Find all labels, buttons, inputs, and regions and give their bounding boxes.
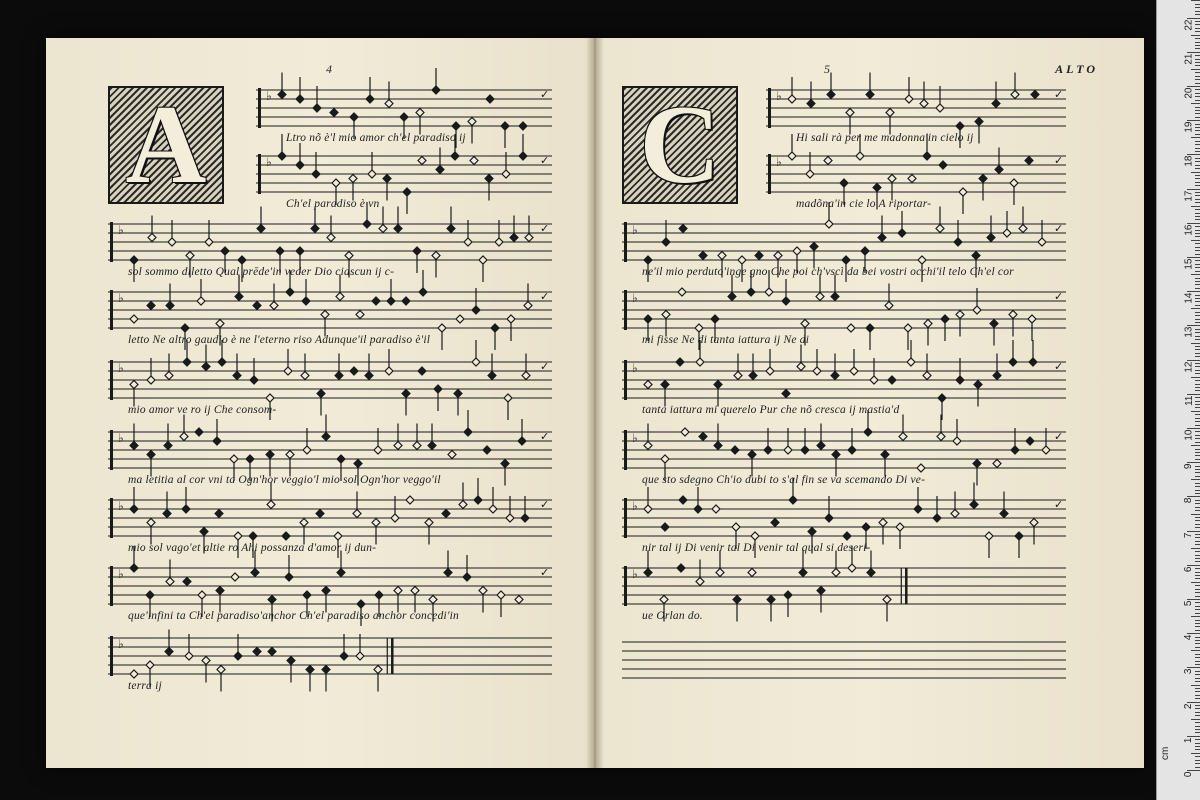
ruler-tick (1191, 137, 1200, 138)
svg-text:✓: ✓ (540, 430, 550, 443)
ruler-tick (1195, 107, 1200, 108)
lyric-line: mio amor ve ro ij Che consom- (128, 404, 277, 416)
ruler-number: 17 (1183, 190, 1195, 202)
ruler-tick (1195, 267, 1200, 268)
ruler-tick (1195, 722, 1200, 723)
ruler-tick (1191, 308, 1200, 309)
ruler-tick (1195, 329, 1200, 330)
ruler-tick (1195, 168, 1200, 169)
ruler-tick (1195, 278, 1200, 279)
ruler-tick (1195, 322, 1200, 323)
ruler-tick (1195, 373, 1200, 374)
ruler-tick (1195, 472, 1200, 473)
ruler-tick (1195, 486, 1200, 487)
ruler-tick (1187, 360, 1200, 361)
ruler-tick (1195, 213, 1200, 214)
ruler-tick (1195, 647, 1200, 648)
ruler-number: 22 (1183, 19, 1195, 31)
svg-text:✓: ✓ (540, 566, 550, 579)
ruler-tick (1195, 93, 1200, 94)
ruler-tick (1195, 575, 1200, 576)
lyric-line: letto Ne altro gaudio è ne l'eterno riso Adunque'il paradiso è'il (128, 334, 431, 346)
svg-text:♭: ♭ (118, 291, 124, 305)
svg-text:✓: ✓ (540, 222, 550, 235)
ruler-tick (1195, 353, 1200, 354)
lyric-line: Ch'el paradiso è vn (286, 198, 380, 210)
ruler-tick (1195, 199, 1200, 200)
ruler-tick (1195, 500, 1200, 501)
ruler-tick (1195, 637, 1200, 638)
ruler-tick (1195, 113, 1200, 114)
ruler-tick (1195, 712, 1200, 713)
ruler-number: 1 (1183, 737, 1195, 743)
ruler-tick (1195, 202, 1200, 203)
ruler-number: 18 (1183, 155, 1195, 168)
ruler-tick (1195, 271, 1200, 272)
ruler-tick (1195, 541, 1200, 542)
ruler-tick (1195, 48, 1200, 49)
left-folio: 4 (326, 62, 332, 76)
ruler-tick (1195, 620, 1200, 621)
ruler-tick (1195, 226, 1200, 227)
ruler-tick (1195, 435, 1200, 436)
ruler-number: 8 (1183, 497, 1195, 504)
ruler-tick (1195, 28, 1200, 29)
ruler-tick (1195, 370, 1200, 371)
ruler-tick (1195, 349, 1200, 350)
ruler-tick (1195, 134, 1200, 135)
svg-text:♭: ♭ (118, 499, 124, 513)
ruler-tick (1195, 264, 1200, 265)
ruler-tick (1195, 568, 1200, 569)
ruler-tick (1195, 79, 1200, 80)
ruler-number: 0 (1183, 771, 1195, 778)
ruler-tick (1195, 596, 1200, 597)
ruler-tick (1195, 110, 1200, 111)
ruler-tick (1195, 418, 1200, 419)
ruler-tick (1195, 390, 1200, 391)
ruler-tick (1195, 233, 1200, 234)
ruler-tick (1195, 459, 1200, 460)
ruler-tick (1195, 336, 1200, 337)
decorated-initial-c (622, 82, 738, 207)
ruler-tick (1195, 42, 1200, 43)
svg-text:✓: ✓ (540, 290, 550, 303)
ruler-tick (1195, 301, 1200, 302)
ruler-number: 11 (1183, 395, 1195, 406)
ruler-tick (1195, 602, 1200, 603)
ruler-tick (1195, 555, 1200, 556)
ruler-tick (1195, 14, 1200, 15)
ruler-tick (1195, 674, 1200, 675)
svg-text:✓: ✓ (540, 360, 550, 373)
ruler-tick (1191, 172, 1200, 173)
ruler-tick (1195, 708, 1200, 709)
initial-letter-c: C (639, 82, 721, 207)
ruler-tick (1195, 195, 1200, 196)
ruler-tick (1195, 89, 1200, 90)
ruler-tick (1195, 695, 1200, 696)
ruler-tick (1195, 688, 1200, 689)
ruler-tick (1195, 630, 1200, 631)
ruler-tick (1195, 691, 1200, 692)
ruler-tick (1195, 11, 1200, 12)
ruler-tick (1195, 100, 1200, 101)
lyric-line: ma letitia al cor vni ta Ogn'hor veggio'l mio sol Ogn'hor veggo'il (128, 474, 441, 486)
ruler-tick (1195, 76, 1200, 77)
ruler-tick (1195, 288, 1200, 289)
svg-text:♭: ♭ (266, 89, 272, 103)
ruler-tick (1191, 445, 1200, 446)
ruler-tick (1195, 305, 1200, 306)
ruler-tick (1195, 507, 1200, 508)
lyric-line: nir tal ij Di venir tal Di venir tal qual si deseri- (642, 542, 871, 554)
svg-text:♭: ♭ (118, 223, 124, 237)
svg-text:♭: ♭ (632, 499, 638, 513)
ruler-tick (1195, 739, 1200, 740)
ruler-tick (1195, 589, 1200, 590)
ruler-tick (1195, 117, 1200, 118)
ruler-tick (1195, 332, 1200, 333)
measuring-ruler (1156, 0, 1200, 800)
ruler-tick (1195, 520, 1200, 521)
ruler-tick (1195, 449, 1200, 450)
ruler-tick (1195, 503, 1200, 504)
ruler-tick (1195, 578, 1200, 579)
ruler-tick (1195, 585, 1200, 586)
ruler-tick (1195, 756, 1200, 757)
ruler-tick (1187, 189, 1200, 190)
ruler-tick (1191, 719, 1200, 720)
ruler-tick (1195, 534, 1200, 535)
ruler-tick (1195, 572, 1200, 573)
ruler-tick (1195, 144, 1200, 145)
svg-text:✓: ✓ (540, 498, 550, 511)
ruler-tick (1195, 65, 1200, 66)
svg-text:✓: ✓ (1054, 222, 1064, 235)
ruler-number: 15 (1183, 258, 1195, 270)
empty-staff (622, 636, 1066, 686)
ruler-tick (1195, 182, 1200, 183)
ruler-tick (1191, 35, 1200, 36)
ruler-tick (1195, 609, 1200, 610)
ruler-number: 7 (1183, 532, 1195, 538)
ruler-tick (1195, 185, 1200, 186)
lyric-line: tanta iattura mi querelo Pur che nõ cresca ij mastia'd (642, 404, 900, 416)
ruler-tick (1195, 661, 1200, 662)
ruler-number: 10 (1183, 429, 1195, 441)
ruler-number: 13 (1183, 326, 1195, 339)
ruler-tick (1195, 250, 1200, 251)
ruler-tick (1195, 421, 1200, 422)
ruler-tick (1195, 216, 1200, 217)
ruler-number: 2 (1183, 703, 1195, 709)
svg-text:✓: ✓ (540, 154, 550, 167)
ruler-tick (1195, 295, 1200, 296)
ruler-tick (1195, 407, 1200, 408)
ruler-tick (1195, 698, 1200, 699)
ruler-tick (1195, 640, 1200, 641)
svg-text:♭: ♭ (776, 89, 782, 103)
ruler-tick (1195, 664, 1200, 665)
ruler-tick (1195, 366, 1200, 367)
svg-text:✓: ✓ (1054, 154, 1064, 167)
ruler-tick (1195, 414, 1200, 415)
lyric-line: que'infini ta Ch'el paradiso'anchor Ch'el paradiso anchor concedi'in (128, 610, 459, 622)
initial-letter-a: A (125, 82, 207, 207)
ruler-tick (1191, 411, 1200, 412)
ruler-tick (1191, 377, 1200, 378)
ruler-tick (1195, 743, 1200, 744)
ruler-tick (1195, 592, 1200, 593)
ruler-tick (1195, 315, 1200, 316)
ruler-tick (1195, 387, 1200, 388)
lyric-line: madõna'in cie lo A riportar- (796, 198, 932, 210)
ruler-tick (1195, 729, 1200, 730)
ruler-tick (1191, 479, 1200, 480)
ruler-tick (1195, 24, 1200, 25)
ruler-tick (1195, 236, 1200, 237)
ruler-tick (1195, 247, 1200, 248)
ruler-tick (1195, 626, 1200, 627)
ruler-tick (1195, 476, 1200, 477)
ruler-tick (1195, 643, 1200, 644)
ruler-number: 16 (1183, 224, 1195, 236)
svg-text:♭: ♭ (632, 291, 638, 305)
ruler-tick (1195, 281, 1200, 282)
ruler-tick (1195, 544, 1200, 545)
ruler-tick (1195, 517, 1200, 518)
ruler-tick (1195, 558, 1200, 559)
ruler-tick (1195, 298, 1200, 299)
ruler-tick (1195, 551, 1200, 552)
ruler-tick (1195, 243, 1200, 244)
ruler-tick (1195, 404, 1200, 405)
voice-label: ALTO (1055, 62, 1098, 76)
ruler-tick (1195, 124, 1200, 125)
right-folio: 5 (824, 62, 830, 76)
lyric-line: mi fisse Ne di tanta iattura ij Ne di (642, 334, 810, 346)
ruler-tick (1195, 425, 1200, 426)
svg-text:♭: ♭ (776, 155, 782, 169)
svg-text:✓: ✓ (1054, 430, 1064, 443)
svg-text:♭: ♭ (632, 431, 638, 445)
svg-text:✓: ✓ (1054, 498, 1064, 511)
ruler-tick (1195, 31, 1200, 32)
ruler-tick (1195, 561, 1200, 562)
ruler-tick (1191, 206, 1200, 207)
ruler-tick (1195, 192, 1200, 193)
ruler-tick (1195, 749, 1200, 750)
svg-text:✓: ✓ (1054, 360, 1064, 373)
ruler-tick (1195, 401, 1200, 402)
ruler-tick (1195, 161, 1200, 162)
ruler-tick (1195, 455, 1200, 456)
ruler-tick (1195, 678, 1200, 679)
ruler-tick (1195, 339, 1200, 340)
ruler-tick (1191, 582, 1200, 583)
ruler-tick (1187, 18, 1200, 19)
ruler-tick (1195, 346, 1200, 347)
ruler-tick (1195, 705, 1200, 706)
ruler-tick (1195, 363, 1200, 364)
ruler-tick (1195, 312, 1200, 313)
lyric-line: ue Orlan do. (642, 610, 703, 622)
lyric-line: mio sol vago'et altie ro Ahi possanza d'amor ij dun- (128, 542, 377, 554)
open-book (46, 38, 1144, 768)
ruler-tick (1195, 230, 1200, 231)
svg-text:♭: ♭ (118, 567, 124, 581)
ruler-tick (1191, 69, 1200, 70)
ruler-number: 9 (1183, 463, 1195, 470)
ruler-number: 12 (1183, 361, 1195, 373)
ruler-number: 6 (1183, 566, 1195, 572)
ruler-tick (1191, 548, 1200, 549)
ruler-tick (1195, 431, 1200, 432)
svg-text:✓: ✓ (1054, 88, 1064, 101)
ruler-tick (1195, 175, 1200, 176)
ruler-tick (1195, 493, 1200, 494)
ruler-tick (1195, 657, 1200, 658)
svg-text:♭: ♭ (266, 155, 272, 169)
ruler-tick (1195, 746, 1200, 747)
ruler-tick (1195, 510, 1200, 511)
ruler-tick (1191, 240, 1200, 241)
ruler-number: 19 (1183, 121, 1195, 133)
ruler-tick (1191, 753, 1200, 754)
lyric-line: terra ij (128, 680, 162, 692)
ruler-tick (1195, 96, 1200, 97)
svg-text:♭: ♭ (632, 223, 638, 237)
ruler-tick (1195, 7, 1200, 8)
ruler-tick (1195, 21, 1200, 22)
svg-text:✓: ✓ (540, 88, 550, 101)
ruler-tick (1195, 62, 1200, 63)
ruler-tick (1195, 384, 1200, 385)
svg-text:♭: ♭ (632, 361, 638, 375)
ruler-tick (1195, 613, 1200, 614)
ruler-number: 14 (1183, 292, 1195, 304)
lyric-line: que sto sdegno Ch'io dubi to s'al fin se va scemando Di ve- (642, 474, 926, 486)
ruler-unit-label: cm (1160, 746, 1171, 760)
ruler-tick (1195, 654, 1200, 655)
svg-text:♭: ♭ (118, 361, 124, 375)
ruler-tick (1191, 343, 1200, 344)
ruler-tick (1195, 165, 1200, 166)
ruler-tick (1195, 483, 1200, 484)
ruler-tick (1195, 59, 1200, 60)
ruler-tick (1195, 158, 1200, 159)
ruler-tick (1195, 72, 1200, 73)
ruler-tick (1195, 442, 1200, 443)
ruler-tick (1191, 685, 1200, 686)
ruler-tick (1195, 38, 1200, 39)
ruler-tick (1195, 209, 1200, 210)
ruler-tick (1195, 671, 1200, 672)
ruler-tick (1195, 151, 1200, 152)
ruler-tick (1195, 219, 1200, 220)
ruler-number: 21 (1183, 53, 1195, 65)
ruler-tick (1195, 260, 1200, 261)
ruler-tick (1195, 452, 1200, 453)
ruler-tick (1195, 4, 1200, 5)
ruler-tick (1195, 397, 1200, 398)
book-gutter (586, 38, 604, 768)
decorated-initial-a (108, 82, 224, 207)
lyric-line: Hi sali rà per me madonna'in cielo ij (796, 132, 974, 144)
lyric-line: ne'il mio perduto'inge gno Che poi ch'vscì da bei vostri occhi'il telo Ch'el cor (642, 266, 1014, 278)
ruler-tick (1195, 83, 1200, 84)
ruler-number: 4 (1183, 634, 1195, 641)
ruler-tick (1195, 127, 1200, 128)
ruler-tick (1195, 380, 1200, 381)
ruler-number: 20 (1183, 87, 1195, 99)
ruler-tick (1195, 141, 1200, 142)
ruler-tick (1191, 514, 1200, 515)
ruler-tick (1195, 681, 1200, 682)
ruler-tick (1195, 148, 1200, 149)
ruler-tick (1191, 274, 1200, 275)
ruler-tick (1195, 466, 1200, 467)
ruler-tick (1191, 103, 1200, 104)
ruler-tick (1195, 527, 1200, 528)
ruler-tick (1195, 726, 1200, 727)
ruler-tick (1195, 319, 1200, 320)
ruler-tick (1195, 254, 1200, 255)
ruler-tick (1195, 760, 1200, 761)
ruler-tick (1195, 130, 1200, 131)
ruler-tick (1195, 490, 1200, 491)
ruler-tick (1195, 178, 1200, 179)
ruler-tick (1195, 623, 1200, 624)
ruler-tick (1195, 715, 1200, 716)
ruler-tick (1195, 606, 1200, 607)
lyric-line: sol sommo diletto Qual prēde'in veder Dio ciascun ij c- (128, 266, 395, 278)
ruler-tick (1191, 616, 1200, 617)
ruler-tick (1195, 537, 1200, 538)
svg-text:♭: ♭ (118, 431, 124, 445)
lyric-line: Ltro nõ è'l mio amor ch'el paradiso ij (286, 132, 466, 144)
ruler-tick (1191, 0, 1200, 1)
ruler-tick (1195, 732, 1200, 733)
ruler-tick (1195, 763, 1200, 764)
ruler-tick (1195, 356, 1200, 357)
svg-text:✓: ✓ (1054, 290, 1064, 303)
ruler-tick (1195, 284, 1200, 285)
left-page (46, 38, 592, 768)
right-page (596, 38, 1144, 768)
ruler-tick (1195, 524, 1200, 525)
ruler-tick (1191, 650, 1200, 651)
ruler-number: 3 (1183, 668, 1195, 675)
svg-text:♭: ♭ (632, 567, 638, 581)
ruler-tick (1195, 767, 1200, 768)
ruler-tick (1195, 469, 1200, 470)
ruler-number: 5 (1183, 600, 1195, 607)
ruler-tick (1195, 438, 1200, 439)
ruler-tick (1195, 45, 1200, 46)
svg-text:♭: ♭ (118, 637, 124, 651)
ruler-tick (1195, 55, 1200, 56)
